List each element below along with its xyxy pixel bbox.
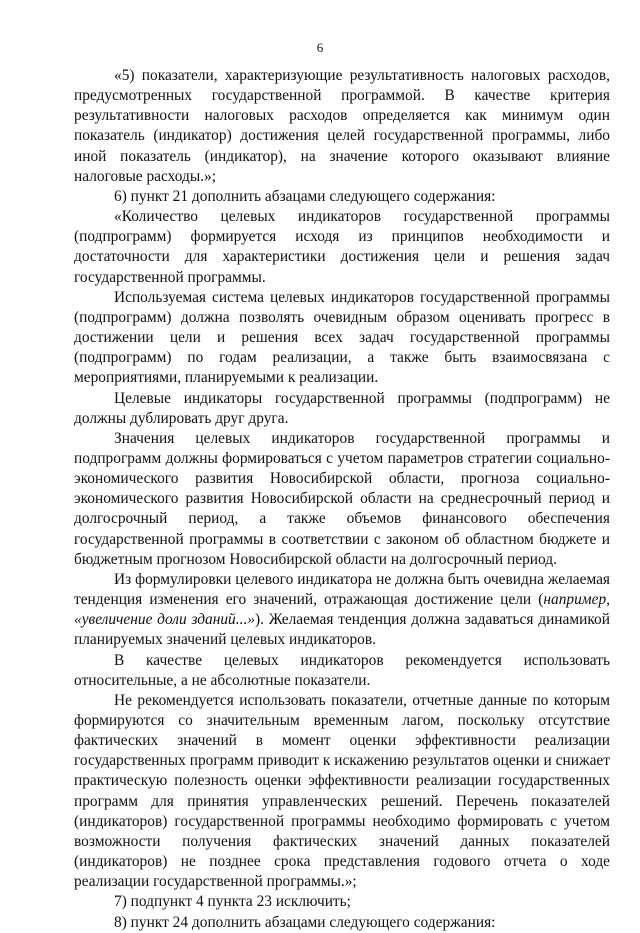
paragraph <box>74 66 610 187</box>
paragraph-text: Используемая система целевых индикаторов государственной программы (подпрограмм) должна позволять очевидным образом оценивать прогресс в достижении цели и решения всех задач государственной программы (подпрограмм) по годам реализации, а также быть взаимосвязана с мероприятиями, планируемыми к реализации. <box>74 288 610 387</box>
paragraph-text: Значения целевых индикаторов государственной программы и подпрограмм должны формироваться с учетом параметров стратегии социально-экономического развития Новосибирской области, прогноза социально-экономического развития Новосибирской области на среднесрочный период и долгосрочный период, а также объемов финансового обеспечения государственной программы в соответствии с законом об областном бюджете и бюджетным прогнозом Новосибирской области на долгосрочный период. <box>74 429 610 568</box>
paragraph <box>74 389 610 429</box>
paragraph <box>74 570 610 651</box>
paragraph <box>74 892 610 912</box>
paragraph-text: 8) пункт 24 дополнить абзацами следующего содержания: <box>114 913 496 931</box>
paragraph <box>74 691 610 893</box>
paragraph-text: ). Желаемая тенденция должна задаваться динамикой планируемых значений целевых индикаторов. <box>74 611 610 649</box>
paragraph-text: 6) пункт 21 дополнить абзацами следующего содержания: <box>114 187 496 205</box>
italic-text: например, «увеличение доли зданий...» <box>74 591 610 629</box>
paragraph <box>74 187 610 207</box>
paragraph-text: Из формулировки целевого индикатора не должна быть очевидна желаемая тенденция изменения его значений, отражающая достижение цели ( <box>74 570 610 609</box>
page-number: 6 <box>316 40 324 55</box>
paragraph <box>74 429 610 570</box>
paragraph-text: В качестве целевых индикаторов рекомендуется использовать относительные, а не абсолютные показатели. <box>74 651 610 689</box>
paragraph-text: «Количество целевых индикаторов государственной программы (подпрограмм) формируется исходя из принципов необходимости и достаточности для характеристики достижения цели и решения задач государственной программы. <box>74 208 610 286</box>
paragraph <box>74 651 610 691</box>
paragraph <box>74 913 610 933</box>
paragraph <box>74 288 610 389</box>
paragraph-text: Целевые индикаторы государственной программы (подпрограмм) не должны дублировать друг друга. <box>74 389 610 427</box>
document-body <box>74 66 610 933</box>
paragraph <box>74 207 610 288</box>
paragraph-text: «5) показатели, характеризующие результативность налоговых расходов, предусмотренных государственной программой. В качестве критерия результативности налоговых расходов определяется как минимум один показатель (индикатор) достижения целей государственной программы, либо иной показатель (индикатор), на значение которого оказывают влияние налоговые расходы.»; <box>74 67 610 185</box>
paragraph-text: 7) подпункт 4 пункта 23 исключить; <box>114 893 351 911</box>
paragraph-text: Не рекомендуется использовать показатели, отчетные данные по которым формируются со значительным временным лагом, поскольку отсутствие фактических значений в момент оценки эффективности реализации государственных программ приводит к искажению результатов оценки и снижает практическую полезность оценки эффективности реализации государственных программ для принятия управленческих решений. Перечень показателей (индикаторов) государственной программы необходимо формировать с учетом возможности получения фактических значений данных показателей (индикаторов) не позднее срока представления годового отчета о ходе реализации государственной программы.»; <box>74 691 610 891</box>
